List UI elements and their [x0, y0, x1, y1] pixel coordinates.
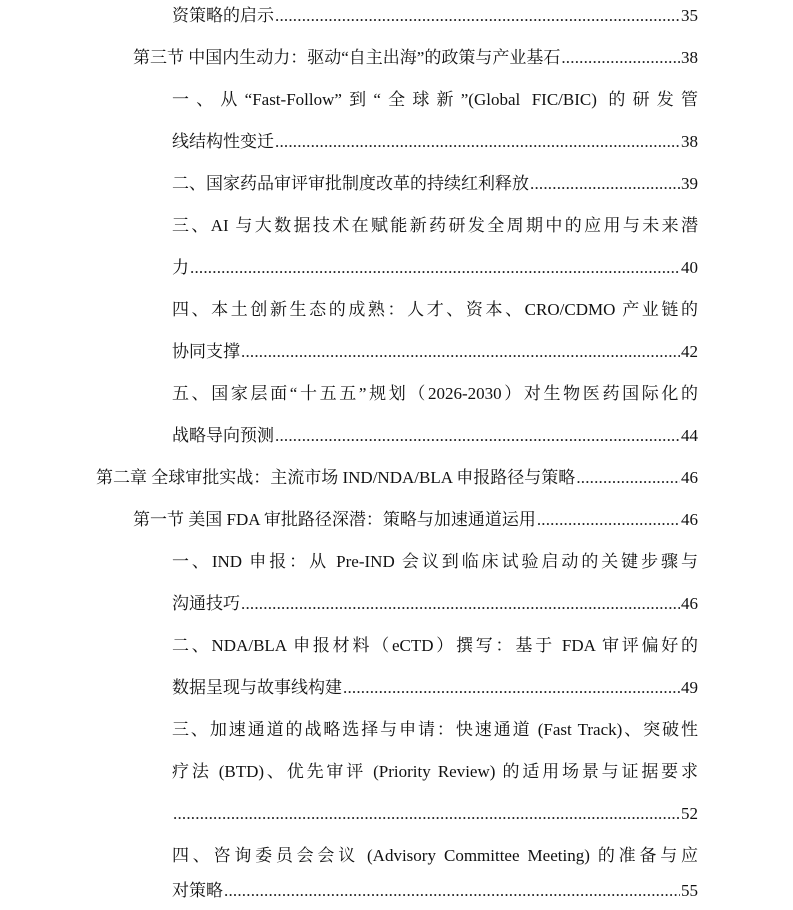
- toc-page-number: 44: [681, 426, 698, 445]
- toc-entry-title: 第三节 中国内生动力：驱动“自主出海”的政策与产业基石: [133, 48, 561, 67]
- toc-entry-continuation[interactable]: [172, 803, 698, 825]
- toc-page-number: 39: [681, 174, 698, 193]
- toc-page-number: 40: [681, 258, 698, 277]
- toc-entry-title: 数据呈现与故事线构建: [172, 678, 342, 697]
- toc-page-number: 38: [681, 48, 698, 67]
- toc-entry[interactable]: [172, 89, 698, 111]
- toc-leader-dots: [224, 880, 680, 902]
- toc-entry-title: 一、IND 申报：从 Pre-IND 会议到临床试验启动的关键步骤与: [172, 552, 698, 571]
- toc-leader-dots: [190, 257, 680, 279]
- toc-entry-continuation[interactable]: [172, 880, 698, 902]
- toc-leader-dots: [275, 131, 680, 153]
- toc-page-number: 46: [681, 594, 698, 613]
- toc-entry[interactable]: [172, 719, 698, 741]
- toc-leader-dots: [173, 803, 680, 825]
- toc-leader-dots: [537, 509, 680, 531]
- toc-entry-title: 二、国家药品审评审批制度改革的持续红利释放: [172, 174, 529, 193]
- toc-entry-title: 线结构性变迁: [172, 132, 274, 151]
- toc-page-number: 46: [681, 468, 698, 487]
- toc-page-number: 42: [681, 342, 698, 361]
- toc-entry-section[interactable]: [133, 509, 698, 531]
- toc-entry-title: 五、国家层面“十五五”规划（2026-2030）对生物医药国际化的: [172, 384, 698, 403]
- toc-entry[interactable]: [172, 635, 698, 657]
- toc-entry-title: 第一节 美国 FDA 审批路径深潜：策略与加速通道运用: [133, 510, 536, 529]
- toc-entry[interactable]: [172, 551, 698, 573]
- toc-page-number: 46: [681, 510, 698, 529]
- toc-entry-title: 疗法 (BTD)、优先审评 (Priority Review) 的适用场景与证据要求: [172, 762, 698, 781]
- toc-entry-continuation[interactable]: [172, 761, 698, 783]
- toc-page-number: 52: [681, 804, 698, 823]
- toc-entry[interactable]: [172, 383, 698, 405]
- toc-leader-dots: [561, 47, 680, 69]
- toc-entry-title: 协同支撑: [172, 342, 240, 361]
- toc-leader-dots: [275, 5, 680, 27]
- toc-entry-title: 一、从“Fast-Follow”到“全球新”(Global FIC/BIC) 的研发管: [172, 90, 698, 109]
- toc-entry-continuation[interactable]: [172, 593, 698, 615]
- toc-entry-title: 四、本土创新生态的成熟：人才、资本、CRO/CDMO 产业链的: [172, 300, 698, 319]
- toc-entry-continuation[interactable]: [172, 425, 698, 447]
- toc-entry[interactable]: [172, 845, 698, 867]
- toc-entry-continuation[interactable]: [172, 341, 698, 363]
- toc-page-number: 38: [681, 132, 698, 151]
- toc-leader-dots: [576, 467, 680, 489]
- toc-entry-continuation[interactable]: [172, 677, 698, 699]
- toc-entry-continuation[interactable]: [172, 257, 698, 279]
- toc-entry-section[interactable]: [133, 47, 698, 69]
- toc-leader-dots: [530, 173, 680, 195]
- toc-entry-title: 对策略: [172, 881, 223, 900]
- toc-entry-title: 三、AI 与大数据技术在赋能新药研发全周期中的应用与未来潜: [172, 216, 698, 235]
- toc-page-number: 35: [681, 6, 698, 25]
- toc-entry[interactable]: [172, 215, 698, 237]
- toc-leader-dots: [343, 677, 680, 699]
- toc-leader-dots: [241, 341, 680, 363]
- toc-entry-title: 资策略的启示: [172, 6, 274, 25]
- toc-entry-title: 沟通技巧: [172, 594, 240, 613]
- toc-entry[interactable]: [172, 5, 698, 27]
- toc-entry-title: 战略导向预测: [172, 426, 274, 445]
- toc-page-number: 55: [681, 881, 698, 900]
- toc-entry-title: 力: [172, 258, 189, 277]
- toc-entry[interactable]: [172, 299, 698, 321]
- toc-leader-dots: [275, 425, 680, 447]
- toc-entry-continuation[interactable]: [172, 131, 698, 153]
- toc-entry-chapter[interactable]: [96, 467, 698, 489]
- toc-entry-title: 第二章 全球审批实战：主流市场 IND/NDA/BLA 申报路径与策略: [96, 468, 576, 487]
- toc-entry-title: 四、咨询委员会会议 (Advisory Committee Meeting) 的准备与应: [172, 846, 698, 865]
- toc-entry-title: 二、NDA/BLA 申报材料（eCTD）撰写：基于 FDA 审评偏好的: [172, 636, 698, 655]
- toc-entry-title: 三、加速通道的战略选择与申请：快速通道 (Fast Track)、突破性: [172, 720, 698, 739]
- toc-page-number: 49: [681, 678, 698, 697]
- toc-entry[interactable]: [172, 173, 698, 195]
- toc-leader-dots: [241, 593, 680, 615]
